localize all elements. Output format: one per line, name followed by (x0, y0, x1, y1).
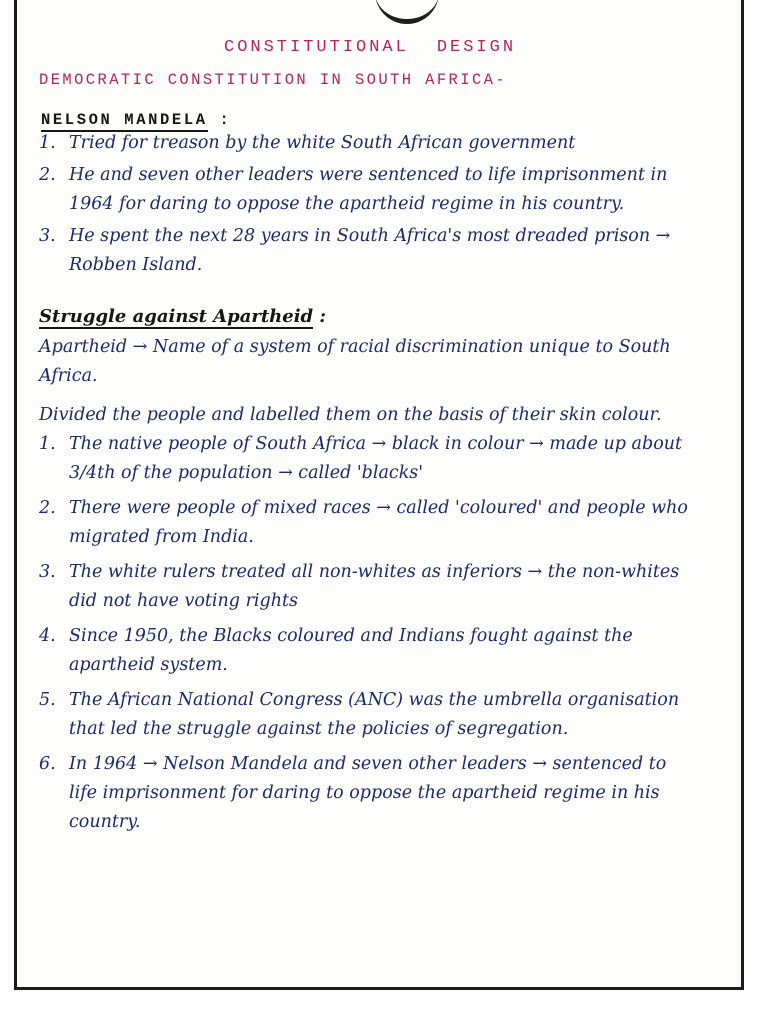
list-item-text: In 1964 → Nelson Mandela and seven other leaders → sentenced to life imprisonment for daring to oppose the apartheid regime in his country. (69, 754, 667, 832)
list-item (39, 430, 699, 488)
struggle-points (39, 430, 699, 837)
list-item (39, 161, 704, 219)
list-item (39, 750, 699, 837)
list-item-number: 1. (39, 133, 56, 153)
list-item (39, 558, 699, 616)
list-item-number: 6. (39, 754, 56, 774)
list-item-text: Tried for treason by the white South African government (69, 133, 576, 153)
title-word-1: CONSTITUTIONAL (224, 38, 409, 57)
list-item (39, 129, 704, 158)
list-item-text: Since 1950, the Blacks coloured and Indians fought against the apartheid system. (69, 626, 633, 675)
list-item-text: There were people of mixed races → called 'coloured' and people who migrated from India. (69, 498, 688, 547)
list-item-number: 3. (39, 226, 56, 246)
list-item-number: 5. (39, 690, 56, 710)
mandela-heading (41, 111, 739, 129)
list-item-text: The African National Congress (ANC) was the umbrella organisation that led the struggle against the policies of segregation. (69, 690, 680, 739)
list-item (39, 222, 704, 280)
struggle-heading-colon: : (319, 306, 327, 327)
title-word-2: DESIGN (436, 38, 517, 57)
list-item-number: 1. (39, 434, 56, 454)
apartheid-definition: Apartheid → Name of a system of racial discrimination unique to South Africa. (39, 337, 671, 386)
list-item-text: The native people of South Africa → black in colour → made up about 3/4th of the population → called 'blacks' (69, 434, 683, 483)
list-item-number: 2. (39, 165, 56, 185)
page-title (224, 38, 739, 57)
list-item-text: The white rulers treated all non-whites as inferiors → the non-whites did not have voting rights (69, 562, 680, 611)
list-item (39, 494, 699, 552)
divided-statement: Divided the people and labelled them on the basis of their skin colour. (39, 405, 662, 425)
binder-ring-icon (375, 0, 439, 24)
list-item (39, 622, 699, 680)
list-item-number: 4. (39, 626, 56, 646)
page-subtitle: DEMOCRATIC CONSTITUTION IN SOUTH AFRICA- (39, 71, 508, 89)
mandela-points (39, 129, 704, 280)
list-item-number: 3. (39, 562, 56, 582)
list-item-text: He and seven other leaders were sentenced to life imprisonment in 1964 for daring to oppose the apartheid regime in his country. (69, 165, 668, 214)
mandela-heading-colon: : (219, 111, 232, 129)
struggle-heading (39, 306, 739, 327)
struggle-heading-text: Struggle against Apartheid (39, 306, 314, 327)
list-item (39, 686, 699, 744)
list-item-number: 2. (39, 498, 56, 518)
notebook-page (14, 0, 744, 990)
mandela-heading-text: NELSON MANDELA (41, 111, 208, 132)
page-content (39, 38, 739, 843)
list-item-text: He spent the next 28 years in South Africa's most dreaded prison → Robben Island. (69, 226, 671, 275)
